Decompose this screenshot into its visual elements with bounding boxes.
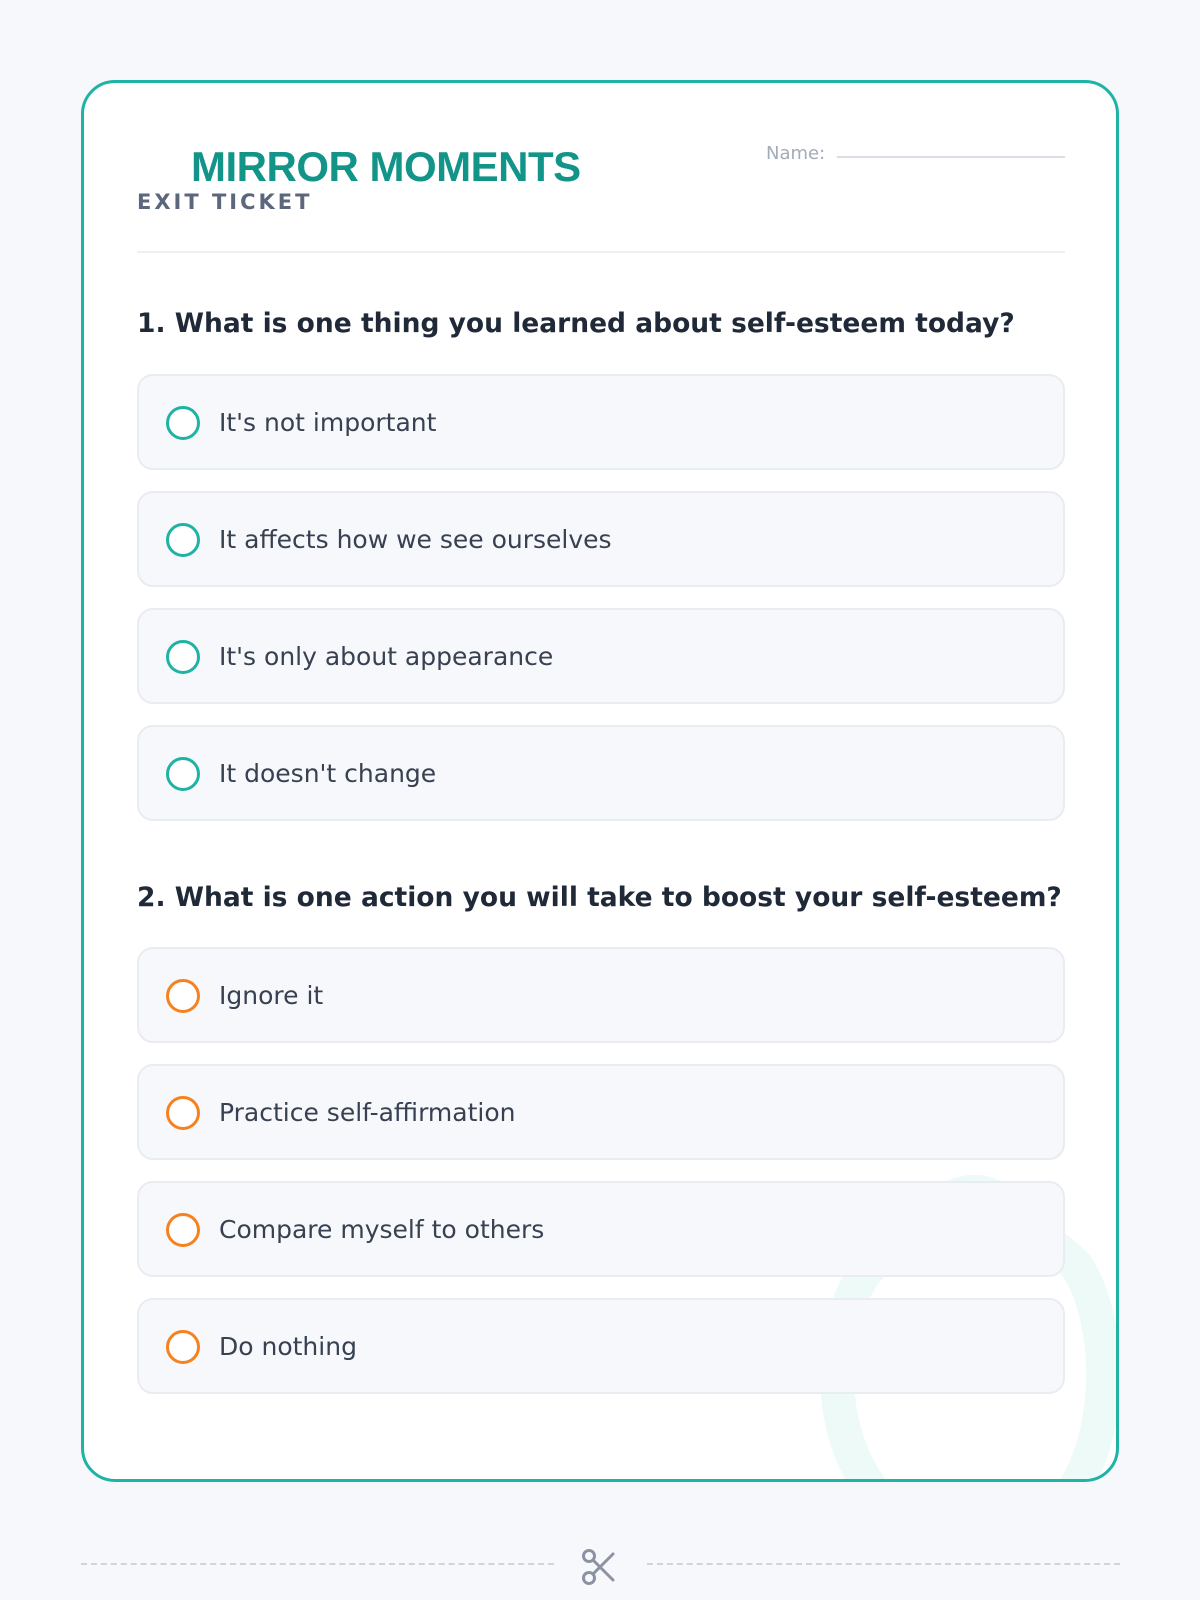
q2-option-2[interactable] bbox=[137, 1064, 1065, 1160]
option-label: It's not important bbox=[219, 408, 437, 437]
exit-ticket-card bbox=[81, 80, 1119, 1482]
radio-icon[interactable] bbox=[166, 1330, 200, 1364]
scissors-icon bbox=[580, 1548, 618, 1586]
name-label: Name: bbox=[766, 143, 826, 164]
option-label: Compare myself to others bbox=[219, 1215, 545, 1244]
option-label: It doesn't change bbox=[219, 759, 437, 788]
radio-icon[interactable] bbox=[166, 979, 200, 1013]
radio-icon[interactable] bbox=[166, 406, 200, 440]
radio-icon[interactable] bbox=[166, 523, 200, 557]
name-field-line[interactable] bbox=[837, 156, 1065, 158]
q1-option-2[interactable] bbox=[137, 491, 1065, 587]
radio-icon[interactable] bbox=[166, 1096, 200, 1130]
page-title: MIRROR MOMENTS bbox=[191, 143, 581, 190]
option-label: Ignore it bbox=[219, 981, 324, 1010]
cut-line-right bbox=[647, 1563, 1120, 1565]
q1-option-3[interactable] bbox=[137, 608, 1065, 704]
radio-icon[interactable] bbox=[166, 640, 200, 674]
q2-option-3[interactable] bbox=[137, 1181, 1065, 1277]
cut-line-left bbox=[81, 1563, 554, 1565]
q1-option-4[interactable] bbox=[137, 725, 1065, 821]
question-2-text: 2. What is one action you will take to boost your self-esteem? bbox=[137, 882, 1062, 913]
option-label: Do nothing bbox=[219, 1332, 357, 1361]
radio-icon[interactable] bbox=[166, 1213, 200, 1247]
q2-option-4[interactable] bbox=[137, 1298, 1065, 1394]
option-label: Practice self-affirmation bbox=[219, 1098, 516, 1127]
option-label: It's only about appearance bbox=[219, 642, 554, 671]
question-1-text: 1. What is one thing you learned about self-esteem today? bbox=[137, 308, 1015, 339]
radio-icon[interactable] bbox=[166, 757, 200, 791]
page-subtitle: EXIT TICKET bbox=[137, 190, 313, 214]
option-label: It affects how we see ourselves bbox=[219, 525, 612, 554]
q1-option-1[interactable] bbox=[137, 374, 1065, 470]
q2-option-1[interactable] bbox=[137, 947, 1065, 1043]
